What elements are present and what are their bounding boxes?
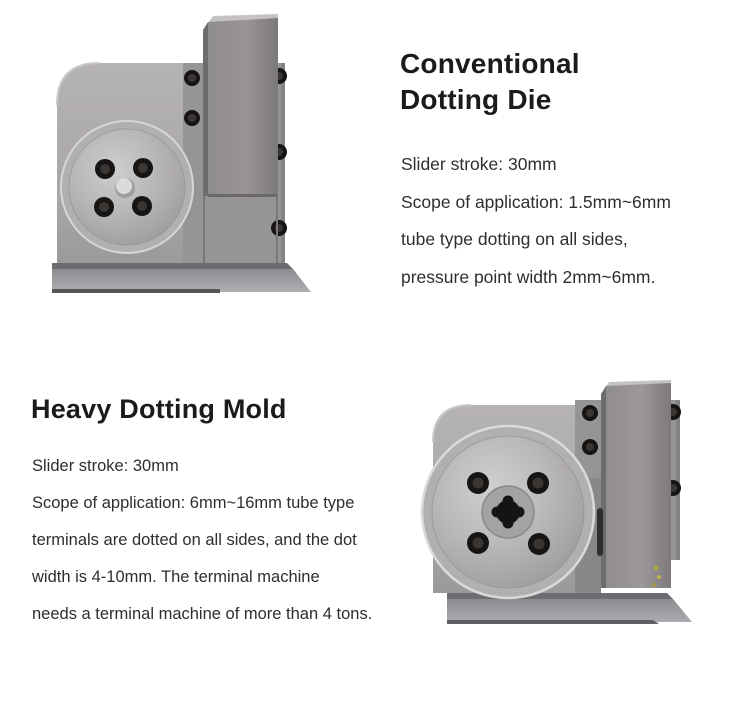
base-plate [52, 263, 311, 293]
spec-line: Scope of application: 1.5mm~6mm [401, 191, 671, 212]
spec-line: needs a terminal machine of more than 4 tons. [32, 605, 373, 623]
shadow-streak [597, 508, 603, 556]
title-line: Conventional [400, 48, 580, 79]
product-specs-heavy [32, 448, 417, 633]
spec-line: Slider stroke: 30mm [32, 457, 179, 475]
product-specs-conventional [401, 146, 746, 296]
center-hub [115, 178, 135, 198]
spec-line: terminals are dotted on all sides, and the dot [32, 531, 357, 549]
product-photo-heavy-mold [413, 378, 713, 633]
title-line: Heavy Dotting Mold [31, 394, 287, 424]
spec-line: width is 4-10mm. The terminal machine [32, 568, 320, 586]
bolt-disc [422, 426, 594, 598]
product-photo-conventional-die [25, 4, 335, 296]
slider-block [597, 380, 671, 588]
conventional-die-illustration [25, 4, 335, 296]
spec-line: Slider stroke: 30mm [401, 154, 557, 174]
splined-center-hole [482, 486, 534, 538]
product-title-conventional [400, 46, 740, 118]
heavy-mold-illustration [413, 378, 713, 633]
spec-line: tube type dotting on all sides, [401, 229, 628, 249]
bolt-disc [61, 121, 193, 253]
spec-line: pressure point width 2mm~6mm. [401, 266, 656, 287]
title-line: Dotting Die [400, 84, 552, 115]
base-plate [447, 593, 692, 624]
product-title-heavy [31, 392, 411, 426]
spec-line: Scope of application: 6mm~16mm tube type [32, 494, 355, 512]
